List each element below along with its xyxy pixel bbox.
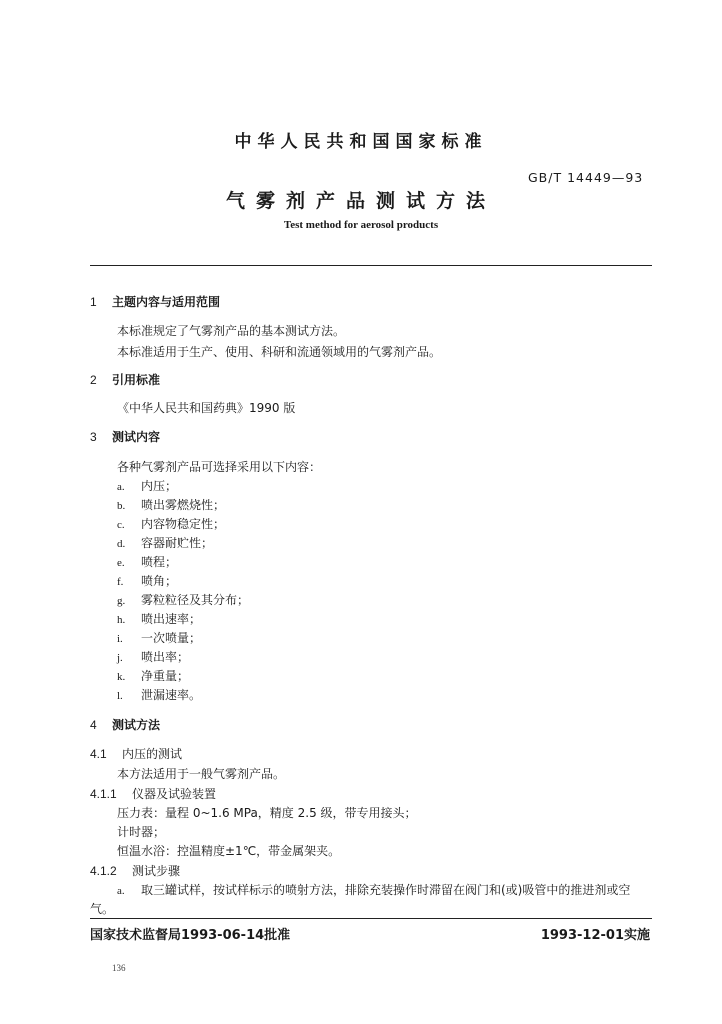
subsection-title: 测试步骤 xyxy=(132,864,181,878)
step-key: a. xyxy=(117,885,125,897)
list-item xyxy=(117,686,201,703)
subsection-number: 4.1 xyxy=(90,747,107,761)
subsection-title: 内压的测试 xyxy=(122,747,183,761)
page-number: 136 xyxy=(112,963,126,973)
list-key: l. xyxy=(117,690,123,702)
section-3-heading xyxy=(90,428,160,445)
list-text: 喷角； xyxy=(141,574,178,588)
implementation-date: 1993-12-01实施 xyxy=(540,928,650,943)
list-key: f. xyxy=(117,576,124,588)
list-item xyxy=(117,648,189,665)
list-text: 内压； xyxy=(141,479,178,493)
subsection-title: 仪器及试验装置 xyxy=(132,787,217,801)
standard-series-title: 中华人民共和国国家标准 xyxy=(234,132,488,152)
section-3-intro: 各种气雾剂产品可选择采用以下内容： xyxy=(117,460,322,474)
standard-number: GB/T 14449—93 xyxy=(528,170,644,185)
list-key: b. xyxy=(117,500,126,512)
list-key: j. xyxy=(117,652,123,664)
approval-date: 国家技术监督局1993-06-14批准 xyxy=(90,928,291,943)
list-item xyxy=(117,591,249,608)
list-item xyxy=(117,553,177,570)
list-key: k. xyxy=(117,671,126,683)
list-text: 容器耐贮性； xyxy=(141,536,214,550)
list-key: d. xyxy=(117,538,126,550)
equipment-line: 计时器； xyxy=(117,825,166,839)
list-item xyxy=(117,667,189,684)
paragraph: 本标准规定了气雾剂产品的基本测试方法。 xyxy=(117,324,346,338)
step-line xyxy=(117,881,630,898)
list-item xyxy=(117,477,177,494)
list-text: 喷出率； xyxy=(141,650,190,664)
equipment-line: 压力表：量程 0~1.6 MPa，精度 2.5 级，带专用接头； xyxy=(117,806,417,820)
section-number: 2 xyxy=(90,373,97,387)
subsection-4-1-1-heading xyxy=(90,785,216,802)
paragraph: 本方法适用于一般气雾剂产品。 xyxy=(117,767,286,781)
list-item xyxy=(117,534,213,551)
document-title-zh: 气雾剂产品测试方法 xyxy=(225,190,496,212)
list-text: 喷程； xyxy=(141,555,178,569)
subsection-4-1-2-heading xyxy=(90,862,180,879)
section-1-heading xyxy=(90,293,220,310)
section-title: 引用标准 xyxy=(112,373,161,387)
step-line-continued: 气。 xyxy=(90,902,115,916)
section-number: 1 xyxy=(90,295,97,309)
list-item xyxy=(117,629,201,646)
section-2-heading xyxy=(90,371,160,388)
list-key: h. xyxy=(117,614,126,626)
equipment-line: 恒温水浴：控温精度±1℃，带金属架夹。 xyxy=(117,844,341,858)
section-number: 3 xyxy=(90,430,97,444)
list-item xyxy=(117,496,225,513)
reference-item: 《中华人民共和国药典》1990 版 xyxy=(117,401,296,415)
footer-rule xyxy=(90,918,652,919)
subsection-4-1-heading xyxy=(90,745,182,762)
list-text: 内容物稳定性； xyxy=(141,517,226,531)
list-item xyxy=(117,572,177,589)
paragraph: 本标准适用于生产、使用、科研和流通领域用的气雾剂产品。 xyxy=(117,345,442,359)
list-text: 净重量； xyxy=(141,669,190,683)
section-number: 4 xyxy=(90,718,97,732)
list-key: c. xyxy=(117,519,125,531)
subsection-number: 4.1.1 xyxy=(90,787,117,801)
list-key: a. xyxy=(117,481,125,493)
list-item xyxy=(117,515,225,532)
subsection-number: 4.1.2 xyxy=(90,864,117,878)
section-title: 主题内容与适用范围 xyxy=(112,295,221,309)
list-key: i. xyxy=(117,633,123,645)
step-text: 取三罐试样，按试样标示的喷射方法，排除充装操作时滞留在阀门和(或)吸管中的推进剂或空 xyxy=(141,883,631,897)
section-title: 测试内容 xyxy=(112,430,161,444)
list-text: 喷出速率； xyxy=(141,612,202,626)
list-key: g. xyxy=(117,595,126,607)
list-text: 一次喷量； xyxy=(141,631,202,645)
section-4-heading xyxy=(90,716,160,733)
list-text: 泄漏速率。 xyxy=(141,688,202,702)
list-text: 雾粒粒径及其分布； xyxy=(141,593,250,607)
document-title-en: Test method for aerosol products xyxy=(283,219,439,231)
list-key: e. xyxy=(117,557,125,569)
list-item xyxy=(117,610,201,627)
header-rule xyxy=(90,265,652,266)
list-text: 喷出雾燃烧性； xyxy=(141,498,226,512)
section-title: 测试方法 xyxy=(112,718,161,732)
